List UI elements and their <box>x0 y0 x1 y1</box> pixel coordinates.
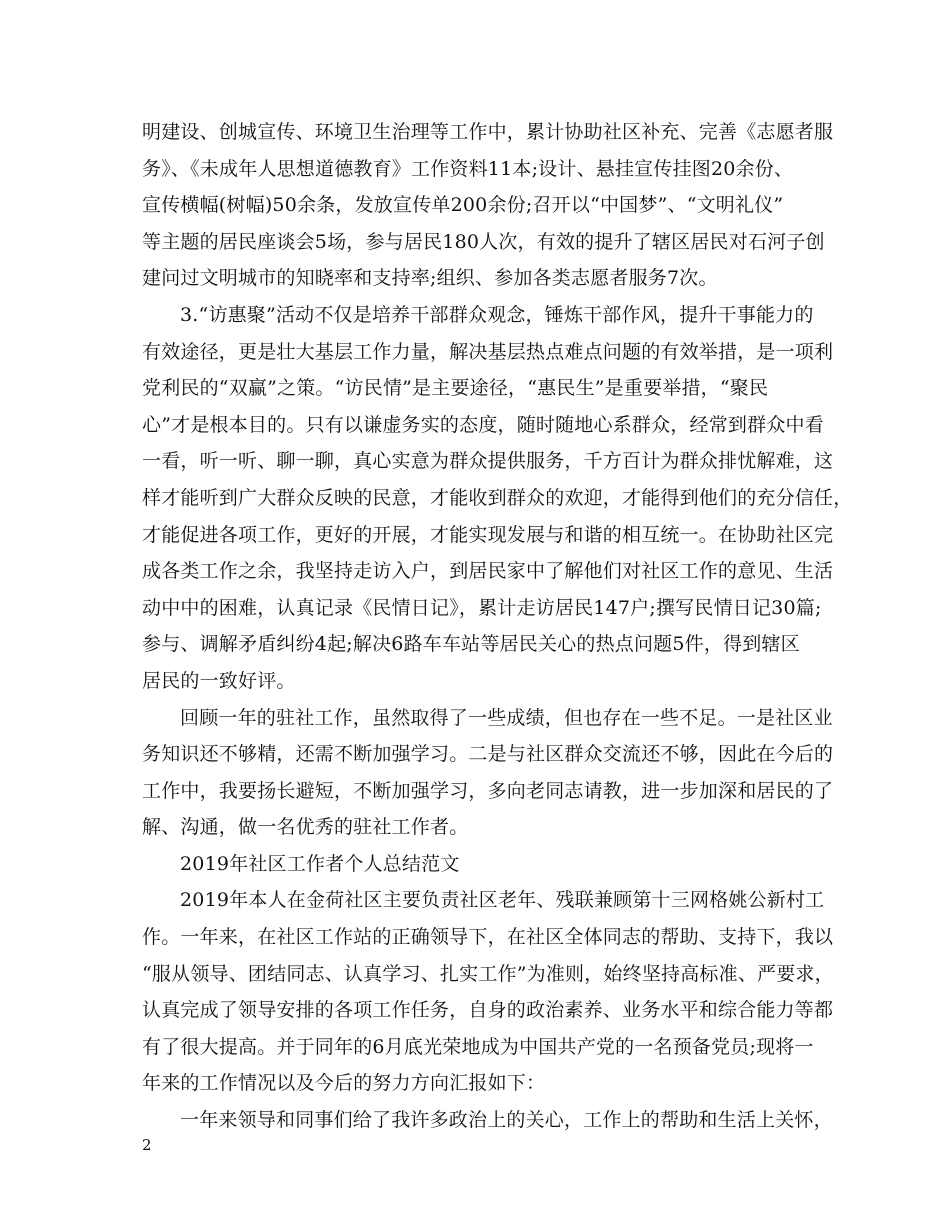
text-line: 动中中的困难，认真记录《民情日记》，累计走访居民147户;撰写民情日记30篇; <box>142 596 822 619</box>
text-line: 居民的一致好评。 <box>142 669 296 692</box>
text-line: 工作中，我要扬长避短，不断加强学习，多向老同志请教，进一步加深和居民的了 <box>142 779 834 802</box>
text-line: 成各类工作之余，我坚持走访入户，到居民家中了解他们对社区工作的意见、生活 <box>142 560 834 583</box>
text-line: 才能促进各项工作，更好的开展，才能实现发展与和谐的相互统一。在协助社区完 <box>142 523 834 546</box>
page-number: 2 <box>142 1136 152 1154</box>
text-line: 务知识还不够精，还需不断加强学习。二是与社区群众交流还不够，因此在今后的 <box>142 743 834 766</box>
paragraph-start-line: 3.“访惠聚”活动不仅是培养干部群众观念，锤炼干部作风，提升干事能力的 <box>180 303 814 326</box>
text-line: 一看，听一听、聊一聊，真心实意为群众提供服务，千方百计为群众排忧解难，这 <box>142 450 834 473</box>
text-line: 解、沟通，做一名优秀的驻社工作者。 <box>142 816 469 839</box>
text-line: 等主题的居民座谈会5场，参与居民180人次，有效的提升了辖区居民对石河子创 <box>142 230 825 253</box>
text-line: 年来的工作情况以及今后的努力方向汇报如下： <box>142 1072 546 1095</box>
text-line: 样才能听到广大群众反映的民意，才能收到群众的欢迎，才能得到他们的充分信任， <box>142 486 853 509</box>
paragraph-start-line: 一年来领导和同事们给了我许多政治上的关心，工作上的帮助和生活上关怀， <box>180 1109 833 1132</box>
text-line: 作。一年来，在社区工作站的正确领导下，在社区全体同志的帮助、支持下，我以 <box>142 926 834 949</box>
text-line: 明建设、创城宣传、环境卫生治理等工作中，累计协助社区补充、完善《志愿者服 <box>142 121 834 143</box>
paragraph-start-line: 2019年本人在金荷社区主要负责社区老年、残联兼顾第十三网格姚公新村工 <box>180 889 825 912</box>
text-line: “服从领导、团结同志、认真学习、扎实工作”为准则，始终坚持高标准、严要求， <box>142 962 834 985</box>
text-line: 参与、调解矛盾纠纷4起;解决6路车车站等居民关心的热点问题5件，得到辖区 <box>142 633 800 656</box>
text-line: 宣传横幅(树幅)50余条，发放宣传单200余份;召开以“中国梦”、“文明礼仪” <box>142 194 784 217</box>
text-line: 有效途径，更是壮大基层工作力量，解决基层热点难点问题的有效举措，是一项利 <box>142 340 834 363</box>
text-line: 务》、《未成年人思想道德教育》工作资料11本;设计、悬挂宣传挂图20余份、 <box>142 157 794 180</box>
text-line: 心”才是根本目的。只有以谦虚务实的态度，随时随地心系群众，经常到群众中看 <box>142 413 824 436</box>
text-line: 党利民的“双赢”之策。“访民情”是主要途径，“惠民生”是重要举措，“聚民 <box>142 377 769 400</box>
text-line: 有了很大提高。并于同年的6月底光荣地成为中国共产党的一名预备党员;现将一 <box>142 1035 814 1058</box>
document-body <box>142 114 853 1139</box>
section-heading: 2019年社区工作者个人总结范文 <box>180 852 460 875</box>
text-line: 建问过文明城市的知晓率和支持率;组织、参加各类志愿者服务7次。 <box>142 267 718 290</box>
text-line: 认真完成了领导安排的各项工作任务，自身的政治素养、业务水平和综合能力等都 <box>142 999 834 1022</box>
paragraph-start-line: 回顾一年的驻社工作，虽然取得了一些成绩，但也存在一些不足。一是社区业 <box>180 706 833 729</box>
